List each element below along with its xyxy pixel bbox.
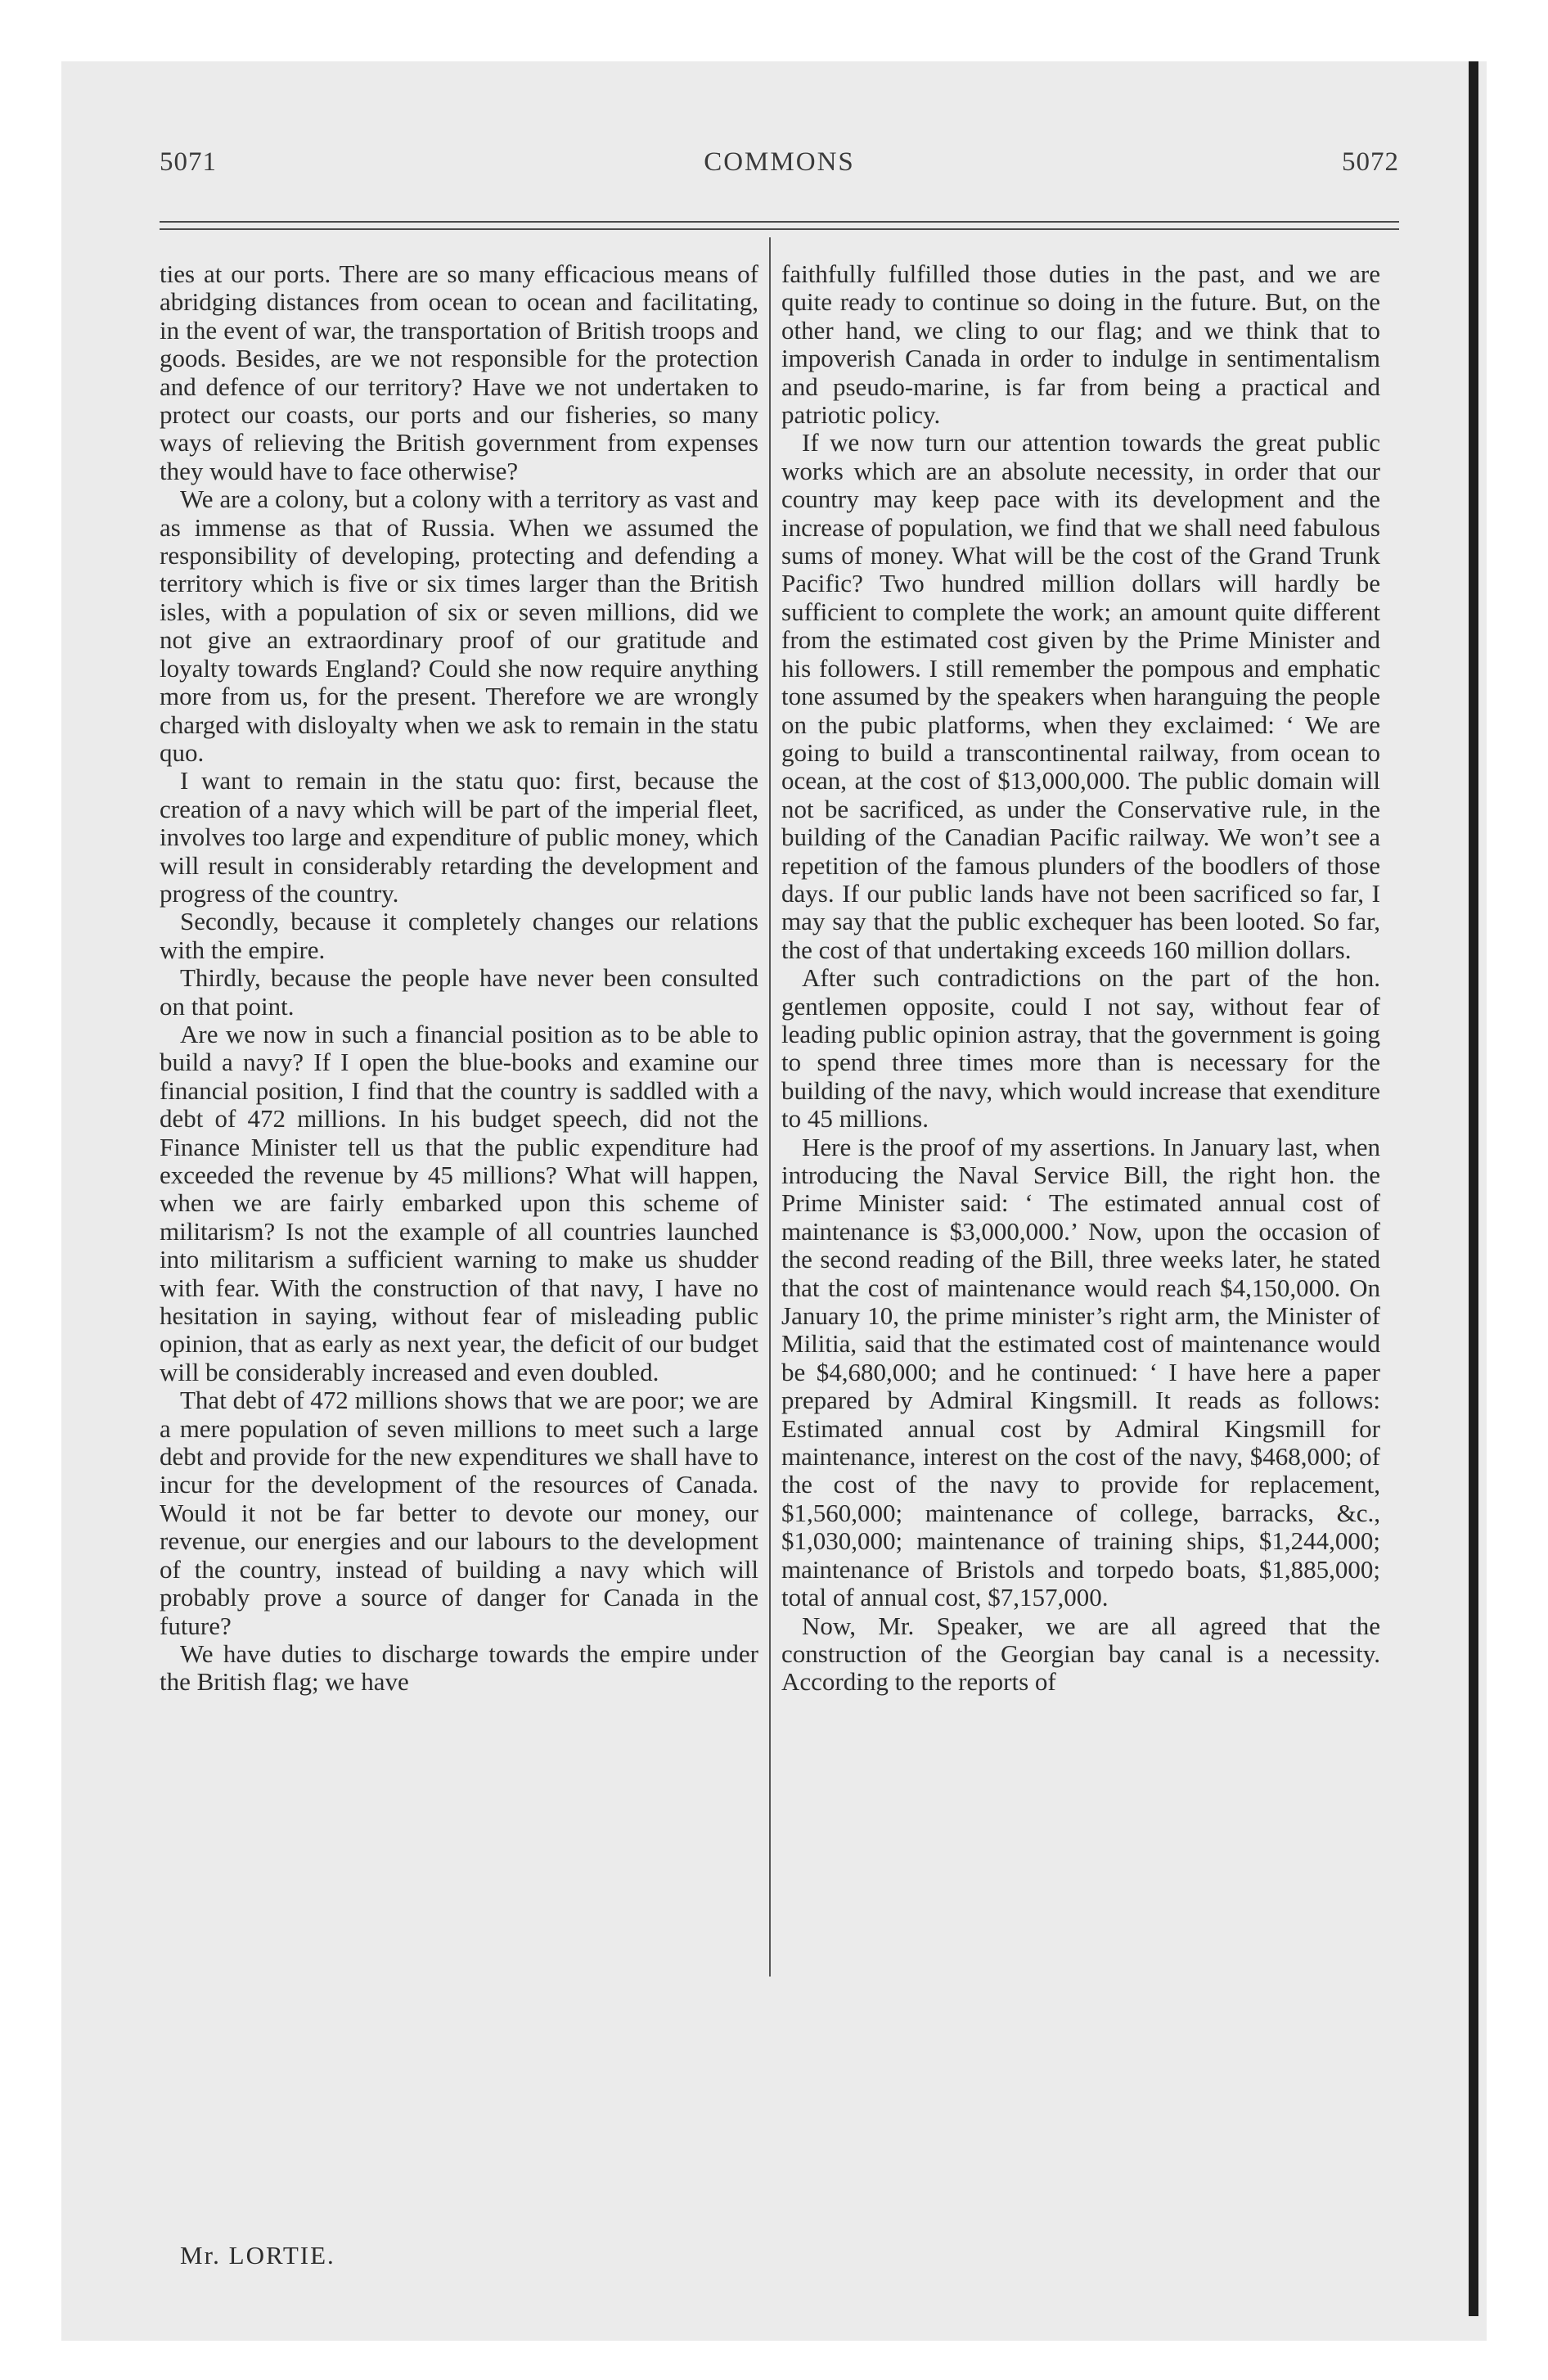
paragraph: Now, Mr. Speaker, we are all agreed that the construction of the Georgian bay canal is a necessity. According to the reports of xyxy=(781,1611,1380,1697)
bottom-margin xyxy=(61,2341,1487,2380)
paragraph: faithfully fulfilled those duties in the past, and we are quite ready to continue so doing in the future. But, on the other hand, we cling to our flag; and we think that to impoverish Canada in order to indulge in sentimentalism and pseudo-marine, is far from being a practical and patriotic policy. xyxy=(781,259,1380,430)
column-divider xyxy=(769,237,771,1977)
header-rule-top xyxy=(160,221,1399,223)
paragraph: We are a colony, but a colony with a territory as vast and as immense as that of Russia. When we assumed the responsibility of developing, protecting and defending a territory which is five or six times larger than the British isles, with a population of six or seven millions, did we not give an extraordinary proof of our gratitude and loyalty towards England? Could she now require anything more from us, for the present. Therefore we are wrongly charged with disloyalty when we ask to remain in the statu quo. xyxy=(160,485,758,767)
page-number-left: 5071 xyxy=(160,147,217,177)
paragraph: ties at our ports. There are so many efficacious means of abridging distances from ocean to ocean and facilitating, in the event of war, the transportation of British troops and goods. Besides, are we not responsible for the protection and defence of our territory? Have we not undertaken to protect our coasts, our ports and our fisheries, so many ways of relieving the British government from expenses they would have to face otherwise? xyxy=(160,259,758,485)
paragraph: Here is the proof of my assertions. In January last, when introducing the Naval Service Bill, the right hon. the Prime Minister said: ‘ The estimated annual cost of maintenance is $3,000,000.’ Now, upon the occasion of the second reading of the Bill, three weeks later, he stated that the cost of maintenance would reach $4,150,000. On January 10, the prime minister’s right arm, the Minister of Militia, said that the estimated cost of maintenance would be $4,680,000; and he continued: ‘ I have here a paper prepared by Admiral Kingsmill. It reads as follows: Estimated annual cost by Admiral Kingsmill for maintenance, interest on the cost of the navy, $468,000; of the cost of the navy to provide for replacement, $1,560,000; maintenance of college, barracks, &c., $1,030,000; maintenance of training ships, $1,244,000; maintenance of Bristols and torpedo boats, $1,885,000; total of annual cost, $7,157,000. xyxy=(781,1132,1380,1612)
paragraph: I want to remain in the statu quo: first, because the creation of a navy which will be part of the imperial fleet, involves too large and expenditure of public money, which will result in considerably retarding the development and progress of the country. xyxy=(160,766,758,908)
page-number-right: 5072 xyxy=(1342,147,1399,177)
paragraph: We have duties to discharge towards the empire under the British flag; we have xyxy=(160,1639,758,1697)
right-column xyxy=(781,260,1380,1697)
page-header xyxy=(160,147,1399,188)
paragraph: Thirdly, because the people have never been consulted on that point. xyxy=(160,963,758,1021)
left-column xyxy=(160,260,758,1697)
paragraph: If we now turn our attention towards the great public works which are an absolute necessity, in order that our country may keep pace with its development and the increase of population, we find that we shall need fabulous sums of money. What will be the cost of the Grand Trunk Pacific? Two hundred million dollars will hardly be sufficient to complete the work; an amount quite different from the estimated cost given by the Prime Minister and his followers. I still remember the pompous and emphatic tone assumed by the speakers when haranguing the people on the pubic platforms, when they exclaimed: ‘ We are going to build a transcontinental railway, from ocean to ocean, at the cost of $13,000,000. The public domain will not be sacrificed, as under the Conservative rule, in the building of the Canadian Pacific railway. We won’t see a repetition of the famous plunders of the boodlers of those days. If our public lands have not been sacrificed so far, I may say that the public exchequer has been looted. So far, the cost of that undertaking exceeds 160 million dollars. xyxy=(781,428,1380,964)
speaker-signature: Mr. LORTIE. xyxy=(180,2241,335,2270)
paragraph: That debt of 472 millions shows that we are poor; we are a mere population of seven millions to meet such a large debt and provide for the new expenditures we shall have to incur for the development of the resources of Canada. Would it not be far better to devote our money, our revenue, our energies and our labours to the development of the country, instead of building a navy which will probably prove a source of danger for Canada in the future? xyxy=(160,1386,758,1640)
paragraph: Secondly, because it completely changes our relations with the empire. xyxy=(160,907,758,964)
page-edge-shadow xyxy=(1469,61,1478,2316)
paragraph: Are we now in such a financial position as to be able to build a navy? If I open the blue-books and examine our financial position, I find that the country is saddled with a debt of 472 millions. In his budget speech, did not the Finance Minister tell us that the public expenditure had exceeded the revenue by 45 millions? What will happen, when we are fairly embarked upon this scheme of militarism? Is not the example of all countries launched into militarism a sufficient warning to make us shudder with fear. With the construction of that navy, I have no hesitation in saying, without fear of misleading public opinion, that as early as next year, the deficit of our budget will be considerably increased and even doubled. xyxy=(160,1019,758,1386)
paragraph: After such contradictions on the part of the hon. gentlemen opposite, could I not say, without fear of leading public opinion astray, that the government is going to spend three times more than is necessary for the building of the navy, which would increase that exenditure to 45 millions. xyxy=(781,963,1380,1134)
header-rule-bottom xyxy=(160,228,1399,230)
page-title: COMMONS xyxy=(704,147,855,177)
